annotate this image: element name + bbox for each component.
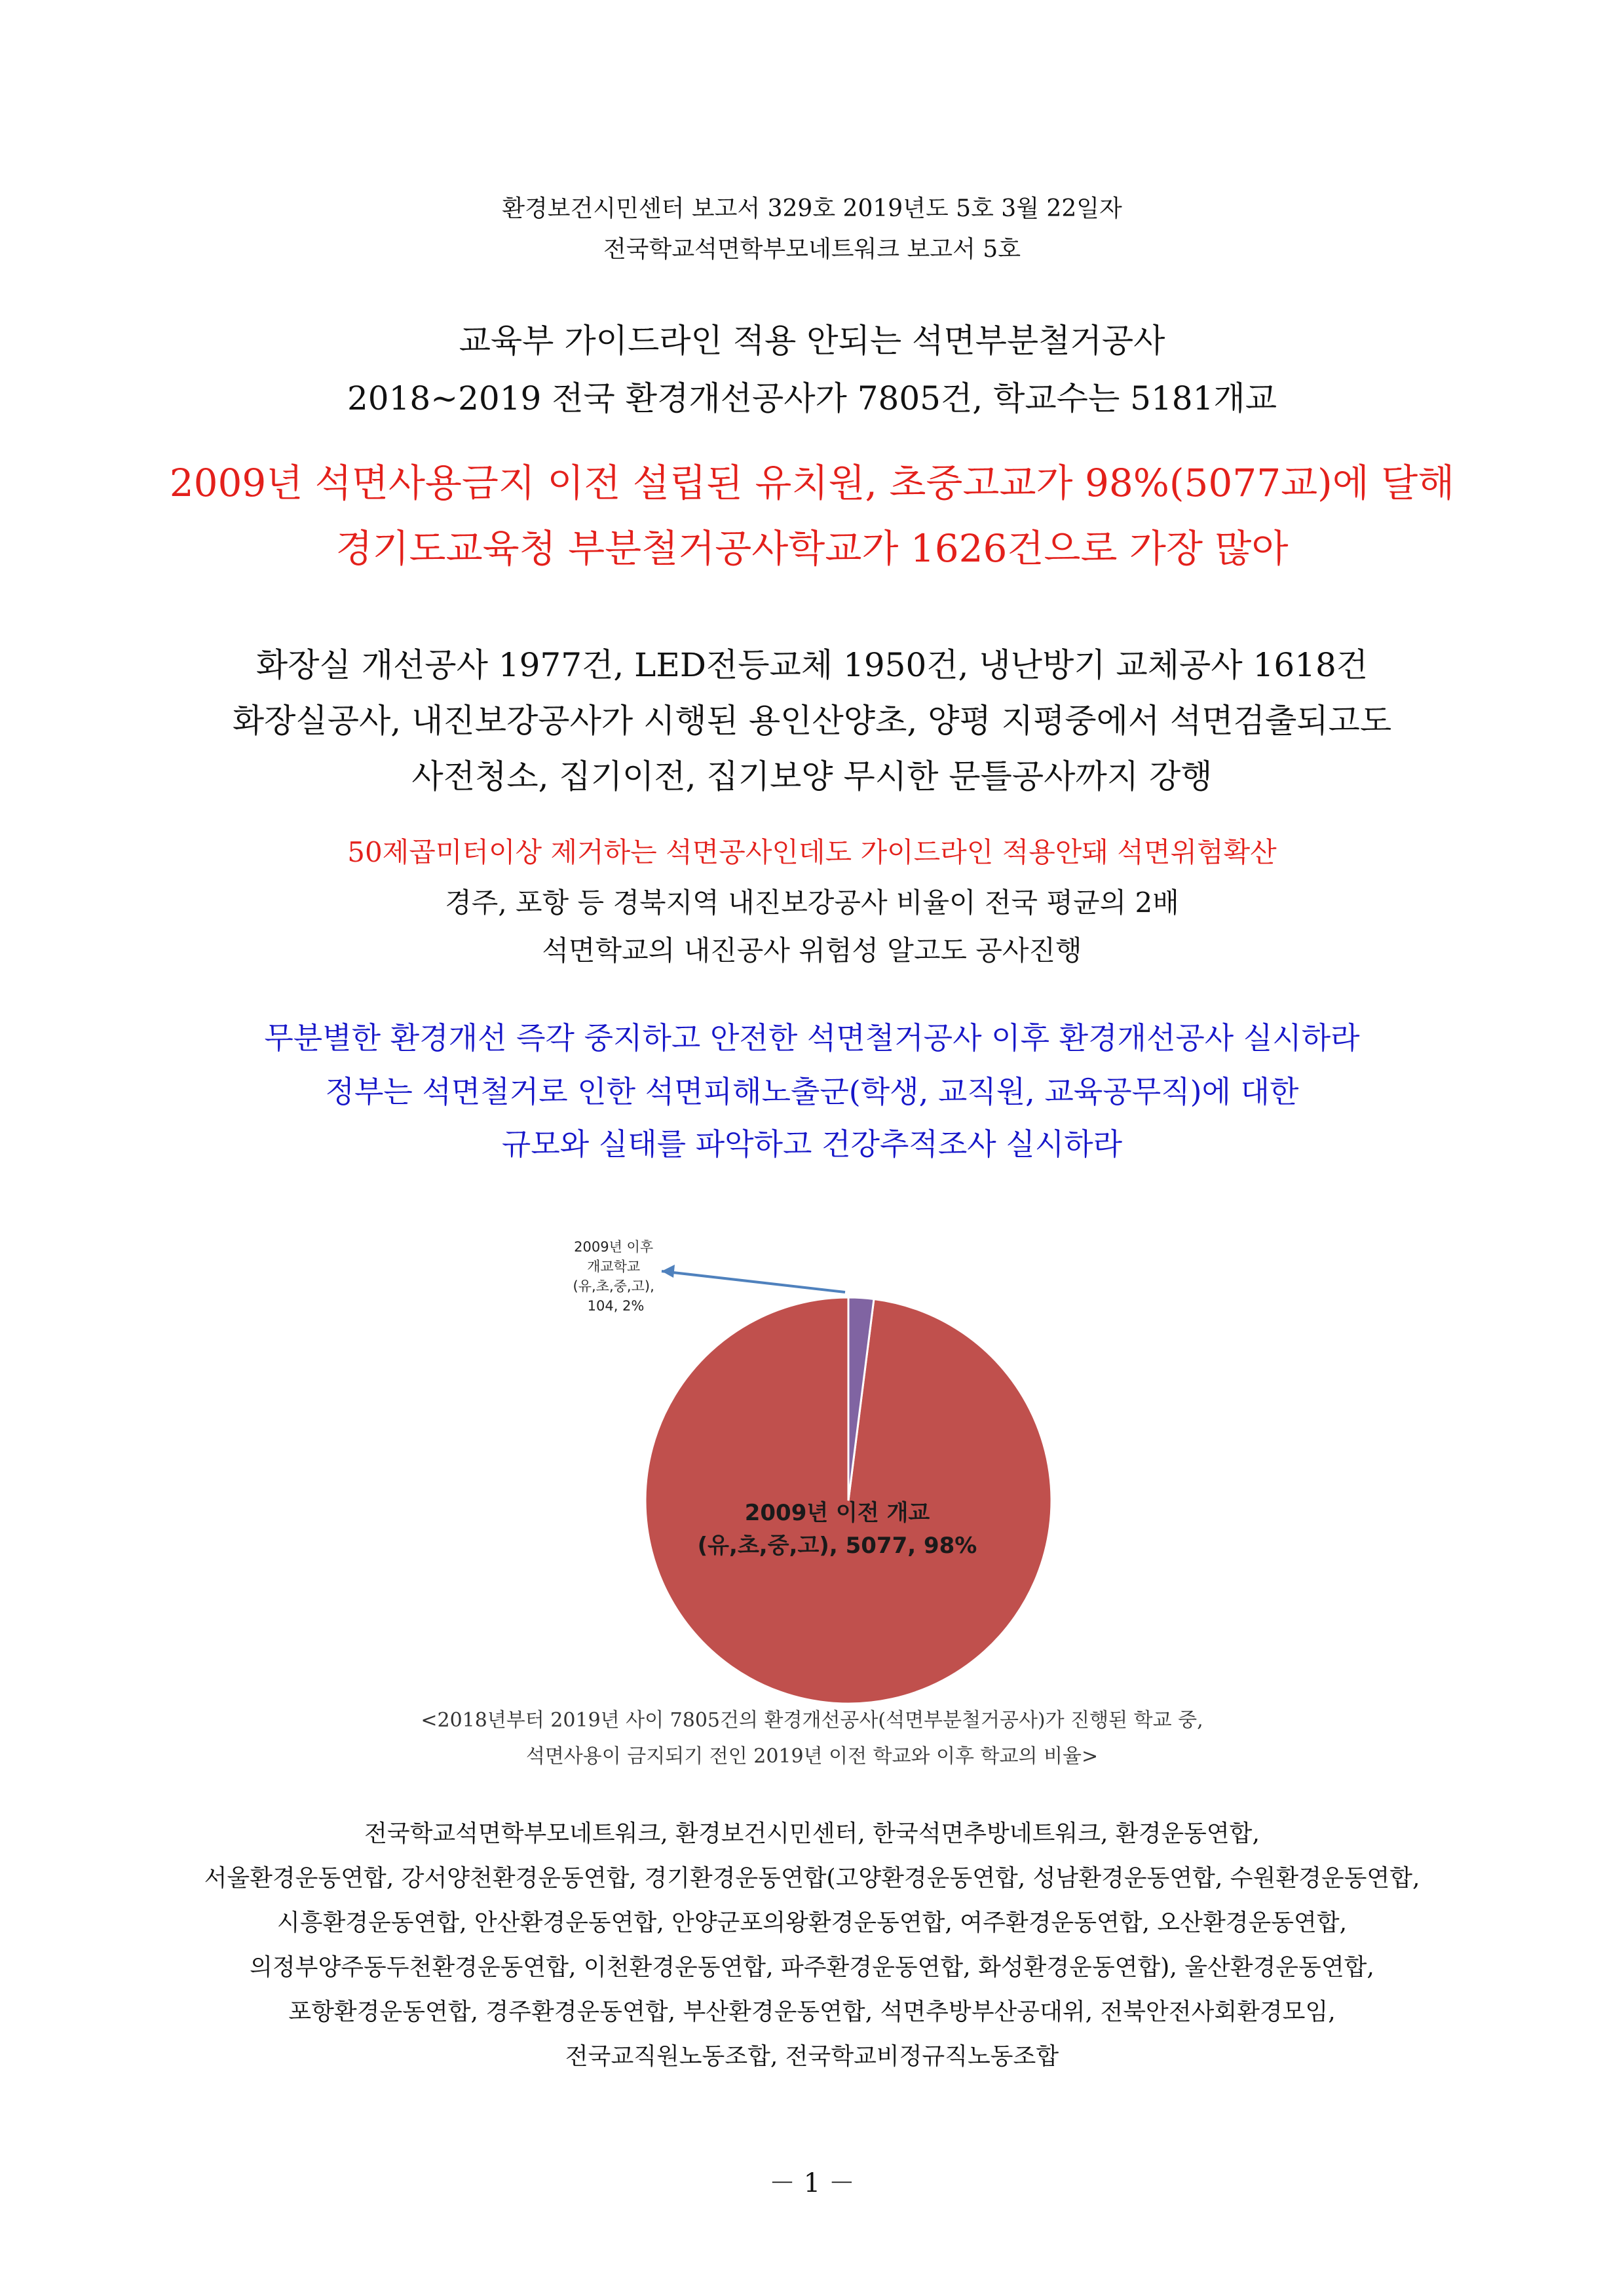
subtitle-line-2: 2018~2019 전국 환경개선공사가 7805건, 학교수는 5181개교: [347, 379, 1277, 417]
org-line-6: 전국교직원노동조합, 전국학교비정규직노동조합: [565, 2043, 1059, 2070]
caption-line-2: 석면사용이 금지되기 전인 2019년 이전 학교와 이후 학교의 비율>: [525, 1745, 1099, 1768]
caption-line-1: <2018년부터 2019년 사이 7805건의 환경개선공사(석면부분철거공사)가 진행된 학교 중,: [421, 1709, 1203, 1732]
org-line-5: 포항환경운동연합, 경주환경운동연합, 부산환경운동연합, 석면추방부산공대위, 전북안전사회환경모임,: [288, 1999, 1336, 2025]
subtitle-line-1: 교육부 가이드라인 적용 안되는 석면부분철거공사: [459, 322, 1165, 360]
note-line-2: 석면학교의 내진공사 위험성 알고도 공사진행: [542, 934, 1082, 966]
report-header-line-2: 전국학교석면학부모네트워크 보고서 5호: [603, 236, 1021, 263]
summary-line-2: 화장실공사, 내진보강공사가 시행된 용인산양초, 양평 지평중에서 석면검출되고도: [232, 702, 1392, 740]
headline-line-2: 경기도교육청 부분철거공사학교가 1626건으로 가장 많아: [335, 526, 1289, 571]
headline-line-1: 2009년 석면사용금지 이전 설립된 유치원, 초중고교가 98%(5077교)에 달해: [169, 461, 1455, 505]
note-line-1: 경주, 포항 등 경북지역 내진보강공사 비율이 전국 평균의 2배: [445, 887, 1179, 919]
pie-label-after-2009: [573, 1239, 659, 1314]
label-before-line-1: 2009년 이전 개교: [744, 1500, 930, 1526]
callout-arrowhead: [662, 1265, 675, 1278]
org-line-1: 전국학교석면학부모네트워크, 환경보건시민센터, 한국석면추방네트워크, 환경운동연합,: [364, 1820, 1260, 1847]
warning-line: 50제곱미터이상 제거하는 석면공사인데도 가이드라인 적용안돼 석면위험확산: [347, 836, 1277, 868]
callout-arrow-line: [662, 1271, 845, 1292]
label-before-line-2: (유,초,중,고), 5077, 98%: [697, 1533, 977, 1559]
pie-chart: [544, 1212, 1094, 1710]
demand-line-1: 무분별한 환경개선 즉각 중지하고 안전한 석면철거공사 이후 환경개선공사 실시하라: [264, 1020, 1360, 1056]
label-after-line-4: 104, 2%: [587, 1298, 645, 1314]
label-after-line-3: (유,초,중,고),: [573, 1278, 654, 1294]
label-after-line-1: 2009년 이후: [574, 1239, 654, 1255]
org-line-2: 서울환경운동연합, 강서양천환경운동연합, 경기환경운동연합(고양환경운동연합, 성남환경운동연합, 수원환경운동연합,: [204, 1865, 1420, 1892]
org-line-4: 의정부양주동두천환경운동연합, 이천환경운동연합, 파주환경운동연합, 화성환경운동연합), 울산환경운동연합,: [250, 1954, 1374, 1981]
demand-line-3: 규모와 실태를 파악하고 건강추적조사 실시하라: [501, 1126, 1123, 1162]
label-after-line-2: 개교학교: [587, 1259, 641, 1274]
summary-line-3: 사전청소, 집기이전, 집기보양 무시한 문틀공사까지 강행: [411, 757, 1213, 795]
page-number: － 1 －: [769, 2168, 855, 2198]
report-header-line-1: 환경보건시민센터 보고서 329호 2019년도 5호 3월 22일자: [502, 195, 1122, 222]
org-line-3: 시흥환경운동연합, 안산환경운동연합, 안양군포의왕환경운동연합, 여주환경운동연합, 오산환경운동연합,: [276, 1909, 1348, 1936]
demand-line-2: 정부는 석면철거로 인한 석면피해노출군(학생, 교직원, 교육공무직)에 대한: [325, 1074, 1299, 1109]
summary-line-1: 화장실 개선공사 1977건, LED전등교체 1950건, 냉난방기 교체공사 1618건: [255, 646, 1369, 684]
